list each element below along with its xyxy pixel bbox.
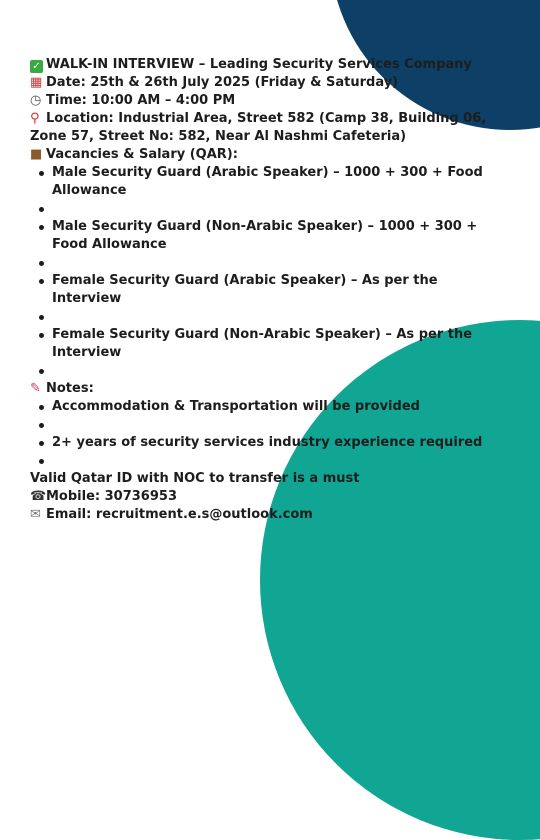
email-text: Email: recruitment.e.s@outlook.com [46,507,313,522]
posting-title: WALK-IN INTERVIEW – Leading Security Services Company [46,57,472,72]
date-line [30,74,500,92]
vacancy-item: Male Security Guard (Non-Arabic Speaker) – 1000 + 300 + Food Allowance [52,218,500,254]
vacancy-item-empty [52,362,500,380]
vacancy-item: Male Security Guard (Arabic Speaker) – 1000 + 300 + Food Allowance [52,164,500,200]
note-item-empty [52,452,500,470]
posting-title-line [30,56,500,74]
vacancies-heading-line [30,146,500,164]
pin-icon: ⚲ [30,111,40,126]
vacancy-item-empty [52,254,500,272]
phone-icon: ☎ [30,489,47,504]
envelope-icon: ✉ [30,507,41,522]
job-posting [30,56,500,524]
location-text: Location: Industrial Area, Street 582 (Camp 38, Building 06, Zone 57, Street No: 582, Near Al Nashmi Cafeteria) [30,111,487,144]
calendar-icon: ▦ [30,75,43,90]
requirement-line: Valid Qatar ID with NOC to transfer is a must [30,471,360,486]
email-line [30,506,500,524]
vacancy-item: Female Security Guard (Non-Arabic Speaker) – As per the Interview [52,326,500,362]
vacancy-item-empty [52,308,500,326]
note-item: 2+ years of security services industry experience required [52,434,500,452]
note-item: Accommodation & Transportation will be provided [52,398,500,416]
clock-icon: ◷ [30,93,42,108]
notes-heading-line [30,380,500,398]
location-line [30,110,500,146]
mobile-text: Mobile: 30736953 [46,489,177,504]
notes-heading: Notes: [46,381,94,396]
vacancy-item: Female Security Guard (Arabic Speaker) – As per the Interview [52,272,500,308]
vacancy-list [30,164,500,380]
note-item-empty [52,416,500,434]
vacancy-item-empty [52,200,500,218]
mobile-line [30,488,500,506]
vacancies-heading: Vacancies & Salary (QAR): [46,147,238,162]
briefcase-icon: ■ [30,147,43,162]
time-line [30,92,500,110]
time-text: Time: 10:00 AM – 4:00 PM [46,93,236,108]
pushpin-icon: ✎ [30,381,41,396]
notes-list [30,398,500,470]
check-icon: ✓ [30,60,43,73]
date-text: Date: 25th & 26th July 2025 (Friday & Saturday) [46,75,399,90]
